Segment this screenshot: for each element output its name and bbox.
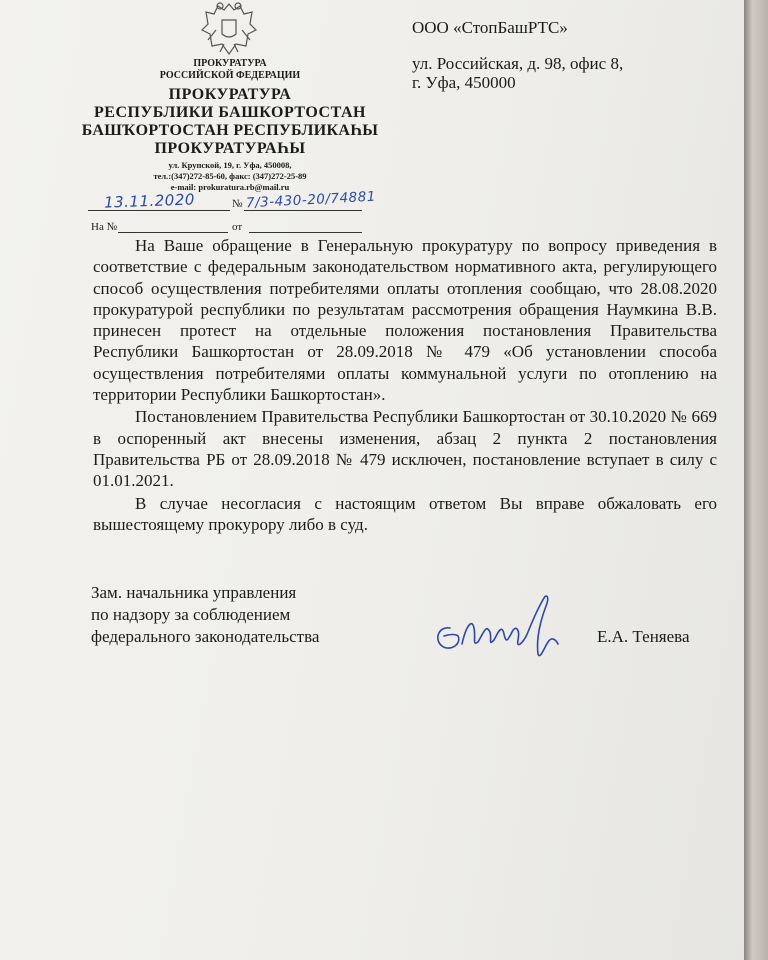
signer-name: Е.А. Теняева [597,627,690,646]
org-name-bashkir-1: БАШҠОРТОСТАН РЕСПУБЛИКАҺЫ [81,122,379,139]
signer-title-3: федерального законодательства [91,627,320,646]
signer-title-1: Зам. начальника управления [91,583,297,602]
signer-title-2: по надзору за соблюдением [91,605,291,624]
reply-date-underline [249,232,362,233]
outgoing-number-label: № [232,198,243,210]
org-name-small-2: РОССИЙСКОЙ ФЕДЕРАЦИИ [159,70,301,81]
reply-date-label: от [232,221,243,233]
org-address: ул. Крупской, 19, г. Уфа, 450008, [168,160,292,170]
org-name-large-1: ПРОКУРАТУРА [168,86,292,103]
recipient-company: ООО «СтопБашРТС» [412,18,568,37]
reply-number-label: На № [91,221,118,233]
body-paragraph-3: В случае несогласия с настоящим ответом Вы вправе обжаловать его вышестоящему прокурору либо в суд. [93,493,717,534]
recipient-address-1: ул. Российская, д. 98, офис 8, [412,54,624,73]
handwritten-signature [428,588,568,666]
org-name-bashkir-2: ПРОКУРАТУРАҺЫ [154,140,306,157]
page-edge-shadow [744,0,768,960]
coat-of-arms-icon [196,0,262,56]
body-paragraph-1: На Ваше обращение в Генеральную прокуратуру по вопросу приведения в соответствие с федеральным законодательством нормативного акта, регулирующего способ осуществления потребителями оплаты отопления сообщаю, что 28.08.2020 прокуратурой республики по результатам рассмотрения обращения Наумкина В.В. принесен протест на отдельные положения постановления Правительства Республики Башкортостан от 28.09.2018 № 479 «Об установлении способа осуществления потребителями оплаты коммунальной услуги по отоплению на территории Республики Башкортостан». [93,236,717,405]
body-paragraph-2: Постановлением Правительства Республики Башкортостан от 30.10.2020 № 669 в оспоренный акт внесены изменения, абзац 2 пункта 2 постановления Правительства РБ от 28.09.2018 № 479 исключен, постановление вступает в силу с 01.01.2021. [93,407,717,491]
reply-number-underline [118,232,228,233]
org-email: e-mail: prokuratura.rb@mail.ru [170,182,290,192]
outgoing-date: 13.11.2020 [103,190,196,212]
org-name-small-1: ПРОКУРАТУРА [193,58,267,69]
recipient-address-2: г. Уфа, 450000 [412,73,516,92]
outgoing-number: 7/3-430-20/74881 [245,188,377,212]
letter-body [93,235,717,535]
org-phones: тел.:(347)272-85-60, факс: (347)272-25-89 [153,171,307,181]
org-name-large-2: РЕСПУБЛИКИ БАШКОРТОСТАН [94,104,366,121]
